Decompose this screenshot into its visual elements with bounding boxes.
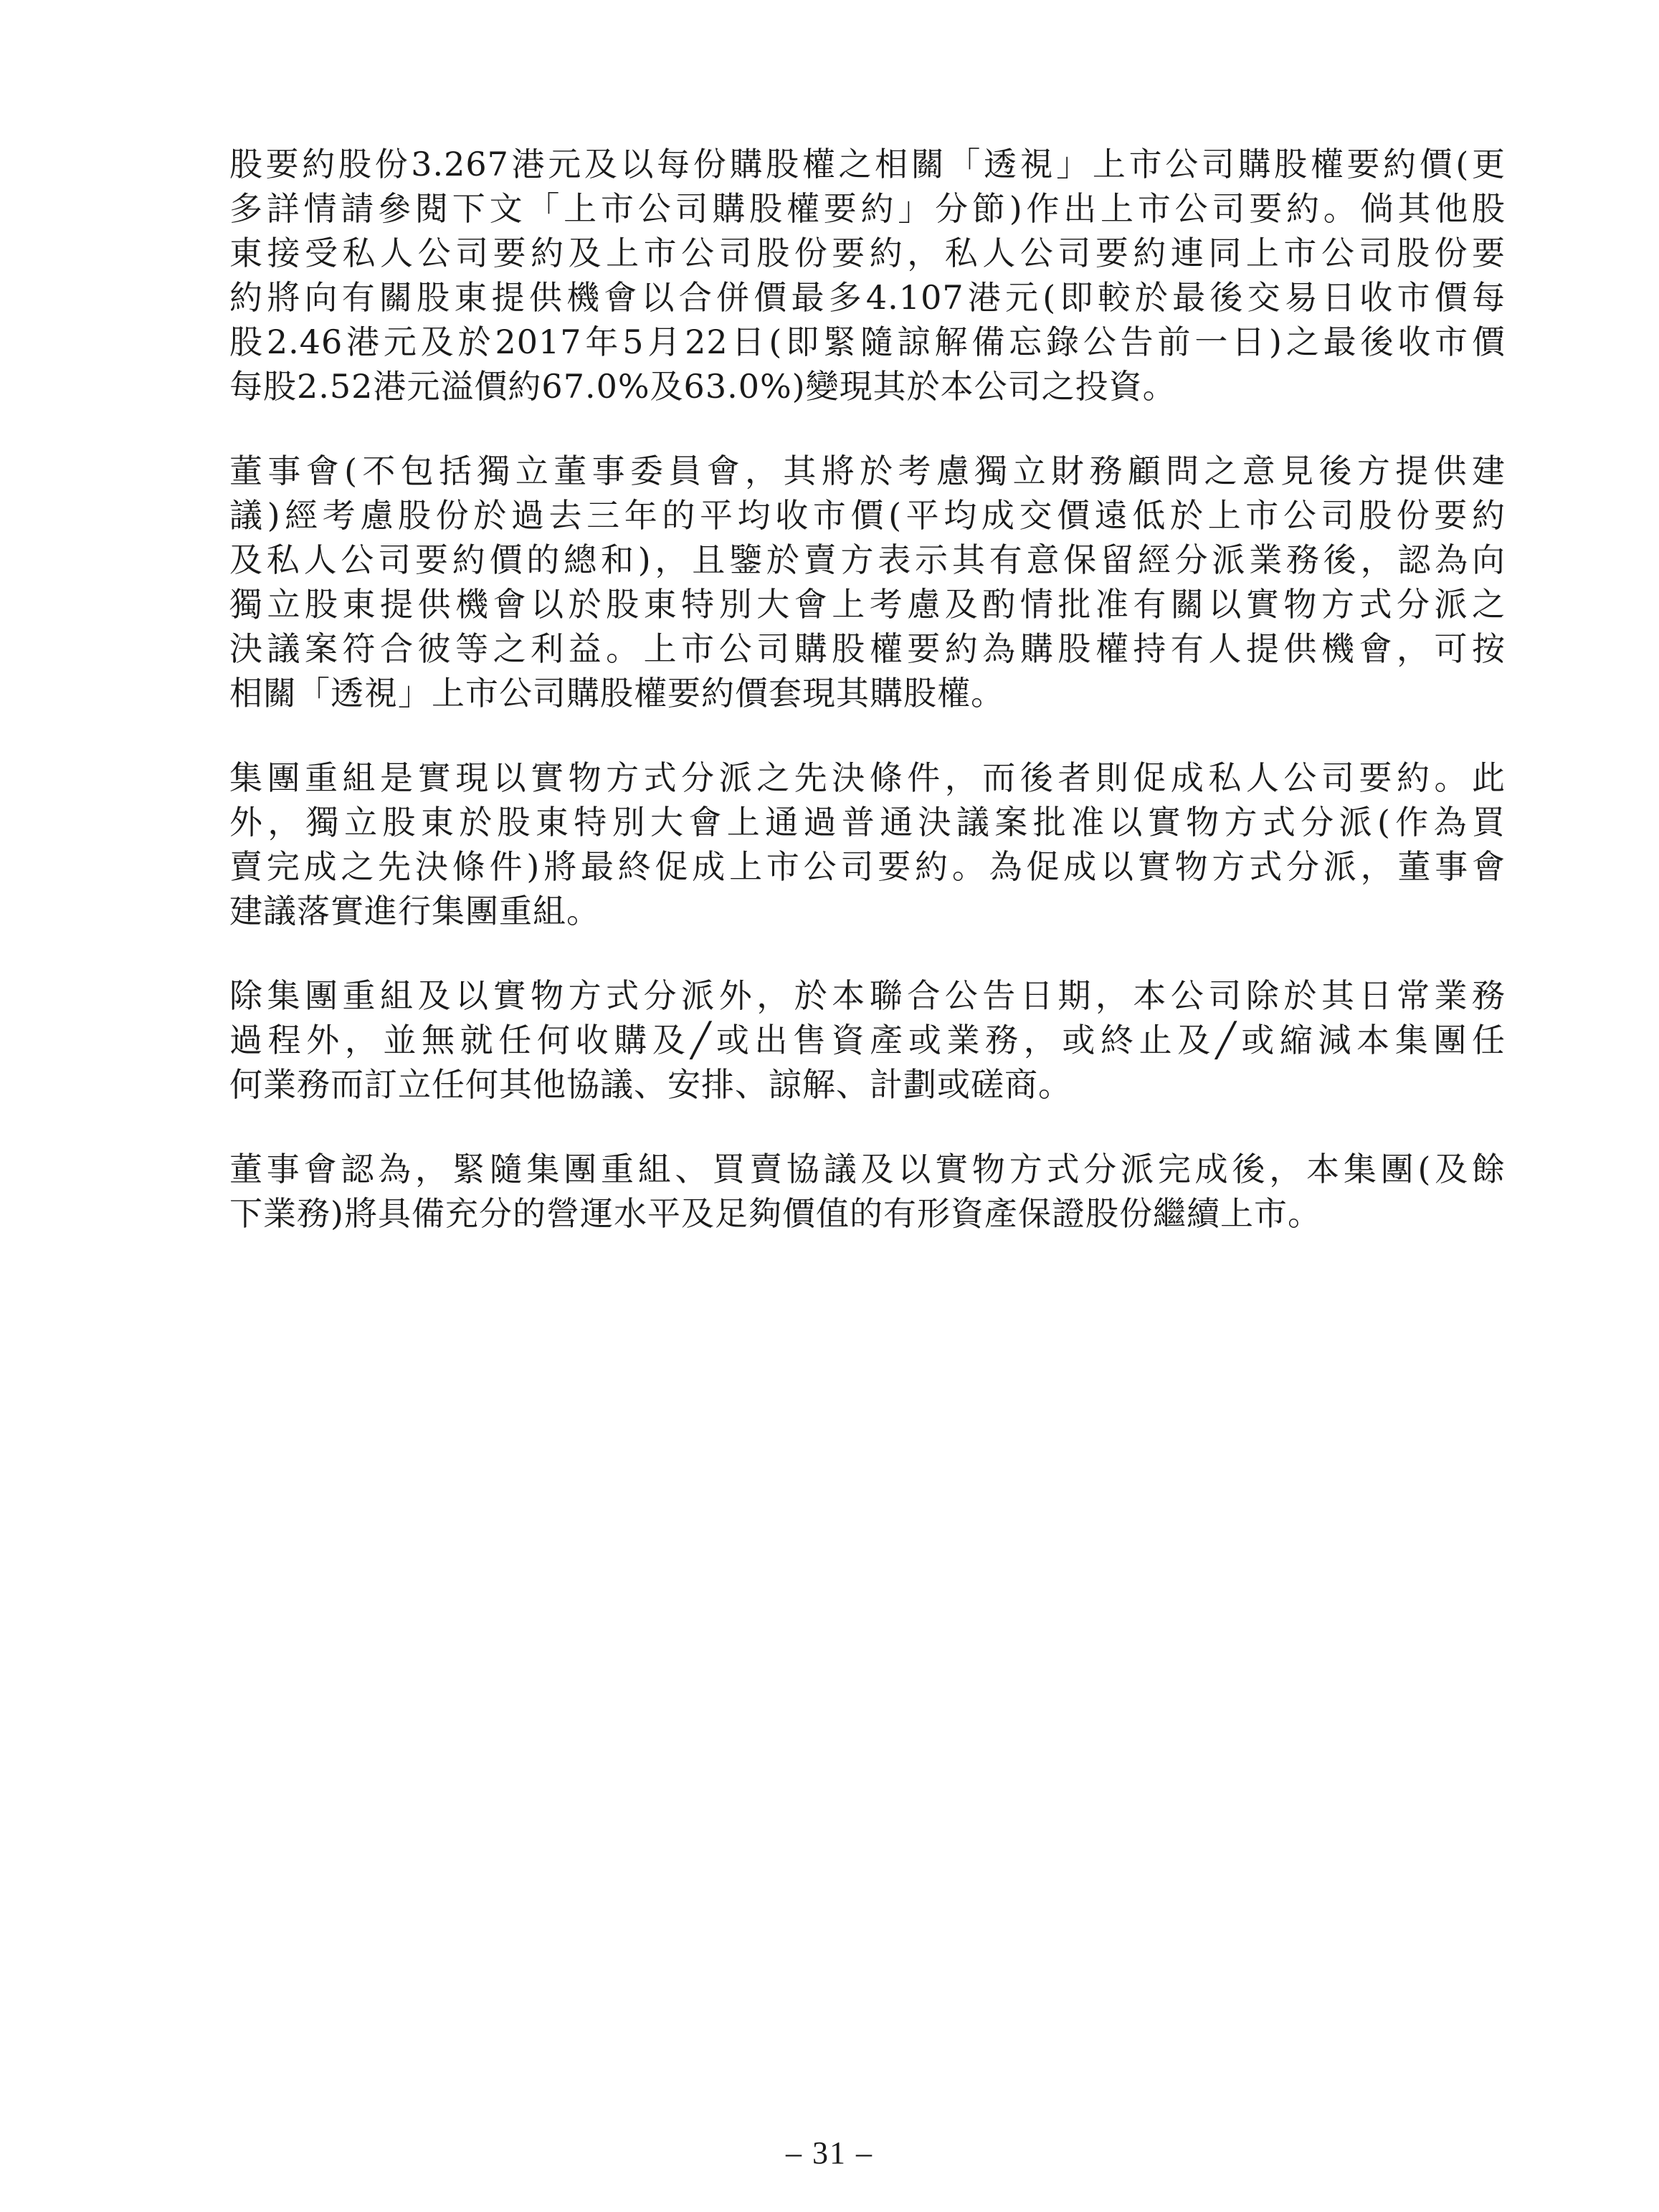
document-body xyxy=(229,142,1506,1276)
paragraph-offer-details xyxy=(229,142,1506,409)
text-line: 董事會認為，緊隨集團重組、買賣協議及以實物方式分派完成後，本集團(及餘 xyxy=(229,1150,1506,1188)
text-line: 下業務)將具備充分的營運水平及足夠價值的有形資產保證股份繼續上市。 xyxy=(229,1194,1321,1233)
paragraph-listing-maintenance xyxy=(229,1147,1506,1236)
text-line: 獨立股東提供機會以於股東特別大會上考慮及酌情批准有關以實物方式分派之 xyxy=(229,585,1506,624)
text-line: 決議案符合彼等之利益。上市公司購股權要約為購股權持有人提供機會，可按 xyxy=(229,629,1506,668)
text-line: 股要約股份3.267港元及以每份購股權之相關「透視」上市公司購股權要約價(更 xyxy=(229,145,1506,183)
text-line: 賣完成之先決條件)將最終促成上市公司要約。為促成以實物方式分派，董事會 xyxy=(229,847,1506,886)
text-line: 及私人公司要約價的總和)，且鑒於賣方表示其有意保留經分派業務後，認為向 xyxy=(229,540,1506,579)
text-line: 多詳情請參閱下文「上市公司購股權要約」分節)作出上市公司要約。倘其他股 xyxy=(229,189,1506,228)
text-line: 東接受私人公司要約及上市公司股份要約，私人公司要約連同上市公司股份要 xyxy=(229,234,1506,272)
text-line: 股2.46港元及於2017年5月22日(即緊隨諒解備忘錄公告前一日)之最後收市價 xyxy=(229,323,1506,361)
text-line: 建議落實進行集團重組。 xyxy=(229,892,600,930)
paragraph-no-other-agreements xyxy=(229,973,1506,1107)
paragraph-group-reorganisation xyxy=(229,755,1506,933)
text-line: 集團重組是實現以實物方式分派之先決條件，而後者則促成私人公司要約。此 xyxy=(229,758,1506,797)
page-number: – 31 – xyxy=(786,2135,873,2170)
text-line: 約將向有關股東提供機會以合併價最多4.107港元(即較於最後交易日收市價每 xyxy=(229,278,1506,317)
text-line: 過程外，並無就任何收購及╱或出售資產或業務，或終止及╱或縮減本集團任 xyxy=(229,1021,1506,1059)
text-line: 議)經考慮股份於過去三年的平均收市價(平均成交價遠低於上市公司股份要約 xyxy=(229,496,1506,535)
text-line: 何業務而訂立任何其他協議、安排、諒解、計劃或磋商。 xyxy=(229,1065,1072,1104)
text-line: 每股2.52港元溢價約67.0%及63.0%)變現其於本公司之投資。 xyxy=(229,367,1176,406)
paragraph-board-view xyxy=(229,449,1506,715)
text-line: 外，獨立股東於股東特別大會上通過普通決議案批准以實物方式分派(作為買 xyxy=(229,803,1506,842)
text-line: 董事會(不包括獨立董事委員會，其將於考慮獨立財務顧問之意見後方提供建 xyxy=(229,452,1506,490)
text-line: 相關「透視」上市公司購股權要約價套現其購股權。 xyxy=(229,674,1004,712)
text-line: 除集團重組及以實物方式分派外，於本聯合公告日期，本公司除於其日常業務 xyxy=(229,976,1506,1015)
